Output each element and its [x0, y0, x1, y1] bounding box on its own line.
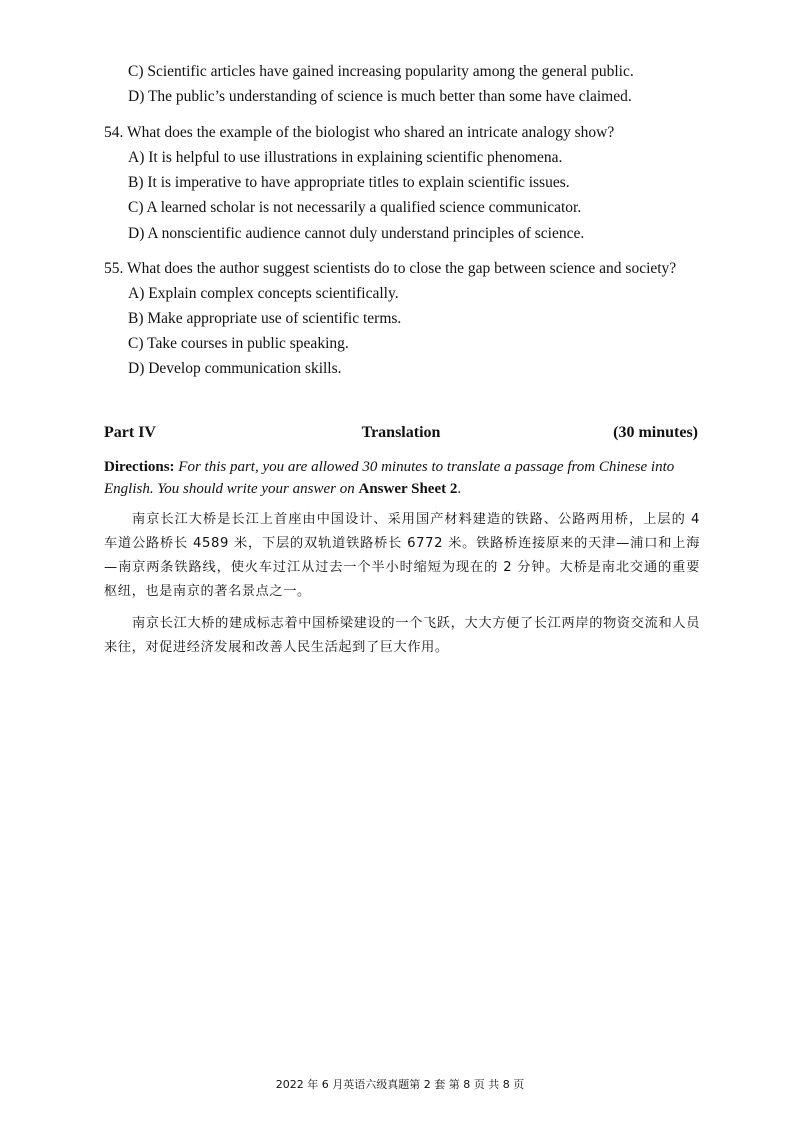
q54-stem: 54. What does the example of the biologist who shared an intricate analogy show? [104, 124, 615, 141]
answer-sheet-ref: Answer Sheet 2 [358, 481, 458, 497]
q54-option-a: A) It is helpful to use illustrations in explaining scientific phenomena. [128, 149, 563, 166]
q53-option-c: C) Scientific articles have gained increasing popularity among the general public. [128, 63, 634, 80]
part-label: Part IV [104, 424, 156, 441]
page-footer: 2022 年 6 月英语六级真题第 2 套 第 8 页 共 8 页 [275, 1078, 525, 1091]
part-title: Translation [361, 424, 441, 441]
q53-option-d: D) The public’s understanding of science is much better than some have claimed. [128, 88, 632, 105]
q55-option-d: D) Develop communication skills. [128, 360, 342, 377]
q55-option-a: A) Explain complex concepts scientifically. [128, 285, 399, 302]
q55-option-c: C) Take courses in public speaking. [128, 335, 349, 352]
directions-text: For this part, you are allowed 30 minutes to translate a passage from Chinese into English. You should write your answer on [104, 459, 675, 497]
q54-option-b: B) It is imperative to have appropriate titles to explain scientific issues. [128, 174, 570, 191]
q54-option-d: D) A nonscientific audience cannot duly understand principles of science. [128, 225, 585, 242]
part-header [104, 424, 698, 446]
q55-stem: 55. What does the author suggest scientists do to close the gap between science and society? [104, 260, 677, 277]
q55-option-b: B) Make appropriate use of scientific terms. [128, 310, 402, 327]
q54-option-c: C) A learned scholar is not necessarily a qualified science communicator. [128, 199, 582, 216]
translation-paragraph-2: 南京长江大桥的建成标志着中国桥梁建设的一个飞跃，大大方便了长江两岸的物资交流和人员来往，对促进经济发展和改善人民生活起到了巨大作用。 [104, 616, 700, 655]
part-time: (30 minutes) [613, 424, 698, 441]
translation-paragraph-1: 南京长江大桥是长江上首座由中国设计、采用国产材料建造的铁路、公路两用桥，上层的 4 车道公路桥长 4589 米，下层的双轨道铁路桥长 6772 米。铁路桥连接原来的天津—浦口和上海—南京两条铁路线，使火车过江从过去一个半小时缩短为现在的 2 分钟。大桥是南北交通的重要枢纽，也是南京的著名景点之一。 [104, 512, 700, 599]
directions-period: . [457, 481, 462, 497]
directions-label: Directions: [104, 459, 175, 475]
directions [104, 456, 700, 500]
